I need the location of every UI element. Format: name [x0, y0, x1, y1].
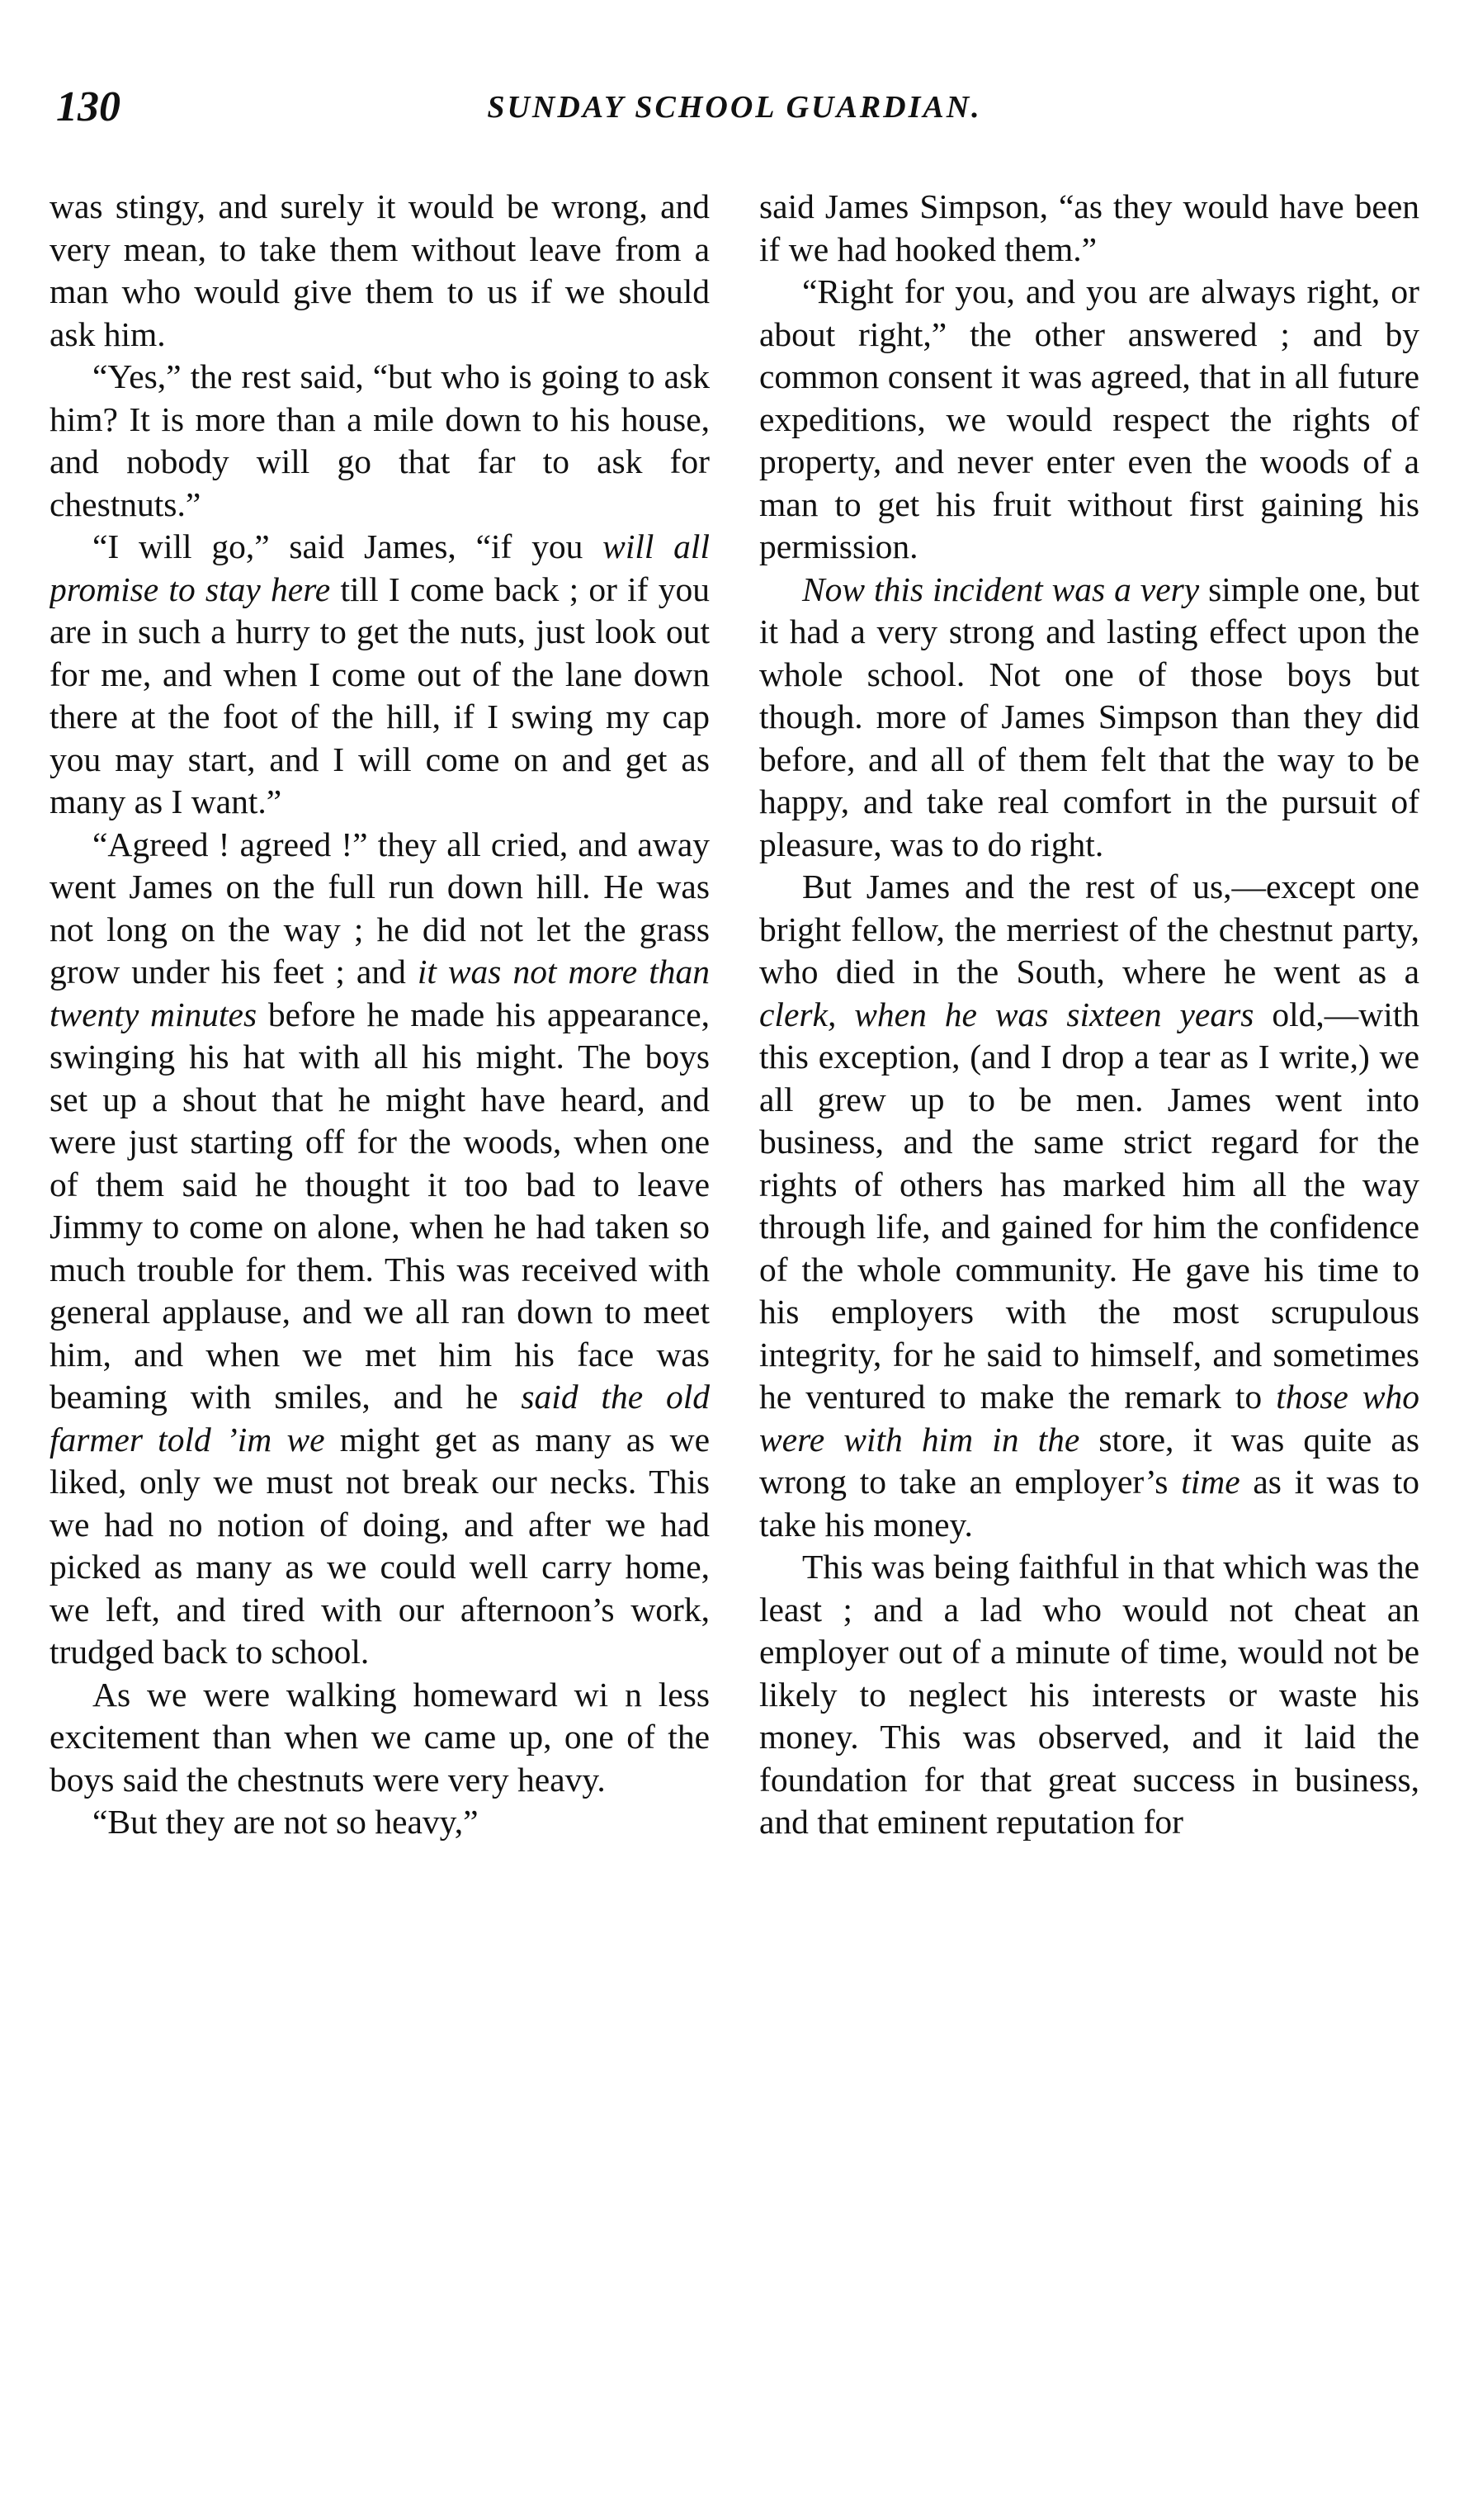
italic-text: those who were with him in the — [759, 1378, 1419, 1459]
paragraph — [759, 866, 1419, 1546]
italic-text: time — [1181, 1463, 1240, 1501]
paragraph — [50, 1801, 710, 1844]
text-run: might get as many as we liked, only we must not break our necks. This we had no notion of doing, and after we had picked as many as we could well carry home, we left, and tired with our afternoon’s work, trudged back to school. — [50, 1420, 710, 1671]
text-run: before he made his appearance, swinging his hat with all his might. The boys set up a shout that he might have heard, and were just starting off for the woods, when one of them said he thought it too bad to leave Jimmy to come on alone, when he had taken so much trouble for them. This was received with general applause, and we all ran down to meet him, and when we met him his face was beaming with smiles, and he — [50, 995, 710, 1416]
text-run: store, it was quite as wrong to take an employer’s — [759, 1420, 1419, 1501]
text-run: “I will go,” said James, “if you — [92, 527, 603, 565]
text-run: “Yes,” the rest said, “but who is going to ask him? It is more than a mile down to his house, and nobody will go that far to ask for chestnuts.” — [50, 357, 710, 523]
paragraph — [50, 526, 710, 824]
paragraph — [759, 271, 1419, 569]
italic-text: Now this incident was a very — [802, 570, 1200, 608]
paragraph — [50, 824, 710, 1674]
text-columns — [50, 186, 1419, 2480]
text-run: was stingy, and surely it would be wrong, and very mean, to take them without leave from a man who would give them to us if we should ask him. — [50, 187, 710, 353]
page-number: 130 — [56, 83, 120, 130]
italic-text: said the old farmer told ’im we — [50, 1378, 710, 1459]
right-column — [759, 186, 1419, 2480]
italic-text: will all promise to stay here — [50, 527, 710, 608]
paragraph — [50, 186, 710, 356]
text-run: This was being faithful in that which was the least ; and a lad who would not cheat an employer out of a minute of time, would not be likely to neglect his interests or waste his money. This was observed, and it laid the foundation for that great success in business, and that eminent reputation for — [759, 1548, 1419, 1841]
paragraph — [50, 356, 710, 526]
text-run: “But they are not so heavy,” — [92, 1803, 479, 1841]
paragraph — [759, 186, 1419, 271]
paragraph — [759, 1546, 1419, 1844]
text-run: said James Simpson, “as they would have been if we had hooked them.” — [759, 187, 1419, 268]
running-title: SUNDAY SCHOOL GUARDIAN. — [487, 90, 982, 125]
text-run: old,—with this exception, (and I drop a tear as I write,) we all grew up to be men. James went into business, and the same strict regard for the rights of others has marked him all the way through life, and gained for him the confidence of the whole community. He gave his time to his employers with the most scrupulous integrity, for he said to himself, and sometimes he ventured to make the remark to — [759, 995, 1419, 1416]
text-run: But James and the rest of us,—except one bright fellow, the merriest of the chestnut party, who died in the South, where he went as a — [759, 868, 1419, 991]
italic-text: it was not more than twenty minutes — [50, 953, 710, 1033]
italic-text: clerk, when he was sixteen years — [759, 995, 1254, 1033]
paragraph — [759, 569, 1419, 867]
text-run: till I come back ; or if you are in such a hurry to get the nuts, just look out for me, and when I come out of the lane down there at the foot of the hill, if I swing my cap you may start, and I will come on and get as many as I want.” — [50, 570, 710, 820]
left-column — [50, 186, 710, 2480]
text-run: “Agreed ! agreed !” they all cried, and away went James on the full run down hill. He was not long on the way ; he did not let the grass grow under his feet ; and — [50, 825, 710, 991]
text-run: As we were walking homeward wi n less excitement than when we came up, one of the boys said the chestnuts were very heavy. — [50, 1675, 710, 1799]
text-run: “Right for you, and you are always right, or about right,” the other answered ; and by common consent it was agreed, that in all future expeditions, we would respect the rights of property, and never enter even the woods of a man to get his fruit without first gaining his permission. — [759, 272, 1419, 565]
paragraph — [50, 1674, 710, 1802]
text-run: simple one, but it had a very strong and lasting effect upon the whole school. Not one of those boys but though. more of James Simpson than they did before, and all of them felt that the way to be happy, and take real comfort in the pursuit of pleasure, was to do right. — [759, 570, 1419, 863]
text-run: as it was to take his money. — [759, 1463, 1419, 1544]
page-header — [50, 83, 1419, 149]
